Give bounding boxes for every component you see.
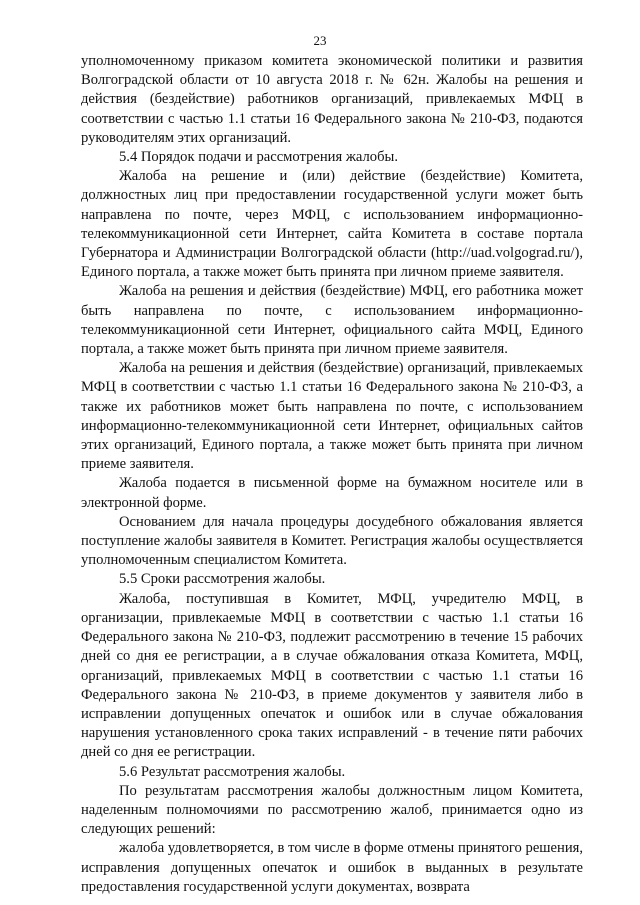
section-heading-5-4: 5.4 Порядок подачи и рассмотрения жалобы. <box>119 149 398 166</box>
paragraph-review-terms: Жалоба, поступившая в Комитет, МФЦ, учредителю МФЦ, в организации, привлекаемые МФЦ в соответствии с частью 1.1 статьи 16 Федерального закона № 210-ФЗ, подлежит рассмотрению в течение 15 рабочих дней со дня ее регистрации, а в случае обжалования отказа Комитета, МФЦ, организаций, привлекаемых МФЦ в соответствии с частью 1.1 статьи 16 Федерального закона № 210-ФЗ, в приеме документов у заявителя либо в исправлении допущенных опечаток и ошибок или в случае обжалования нарушения установленного срока таких исправлений - в течение пяти рабочих дней со дня ее регистрации. <box>81 590 583 761</box>
document-body <box>81 52 583 897</box>
paragraph-complaint-form: Жалоба подается в письменной форме на бумажном носителе или в электронной форме. <box>81 475 583 511</box>
paragraph-complaint-against-organizations: Жалоба на решения и действия (бездействие) организаций, привлекаемых МФЦ в соответствии с частью 1.1 статьи 16 Федерального закона № 210-ФЗ, а также их работников может быть направлена по почте, с использованием информационно-телекоммуникационной сети Интернет, официальных сайтов этих организаций, Единого портала, а также может быть принята при личном приеме заявителя. <box>81 360 583 473</box>
paragraph-complaint-submission-continued: уполномоченному приказом комитета экономической политики и развития Волгоградской области от 10 августа 2018 г. № 62н. Жалобы на решения и действия (бездействие) работников организаций, привлекаемых МФЦ в соответствии с частью 1.1 статьи 16 Федерального закона № 210-ФЗ, подаются руководителям этих организаций. <box>81 53 583 146</box>
paragraph-review-result: По результатам рассмотрения жалобы должностным лицом Комитета, наделенным полномочиями по рассмотрению жалоб, принимается одно из следующих решений: <box>81 782 583 838</box>
paragraph-complaint-satisfied: жалоба удовлетворяется, в том числе в форме отмены принятого решения, исправления допущенных опечаток и ошибок в выданных в результате предоставления государственной услуги документах, возврата <box>81 840 583 895</box>
section-heading-5-6: 5.6 Результат рассмотрения жалобы. <box>119 763 346 780</box>
section-heading-5-5: 5.5 Сроки рассмотрения жалобы. <box>119 571 326 588</box>
paragraph-appeal-basis: Основанием для начала процедуры досудебного обжалования является поступление жалобы заявителя в Комитет. Регистрация жалобы осуществляется уполномоченным специалистом Комитета. <box>81 513 583 569</box>
paragraph-complaint-against-mfc: Жалоба на решения и действия (бездействие) МФЦ, его работника может быть направлена по почте, с использованием информационно-телекоммуникационной сети Интернет, официального сайта МФЦ, Единого портала, а также может быть принята при личном приеме заявителя. <box>81 283 583 358</box>
page-number: 23 <box>313 33 327 48</box>
paragraph-complaint-against-committee: Жалоба на решение и (или) действие (бездействие) Комитета, должностных лиц при предоставлении государственной услуги может быть направлена по почте, через МФЦ, с использованием информационно-телекоммуникационной сети Интернет, сайта Комитета в составе портала Губернатора и Администрации Волгоградской области (http://uad.volgograd.ru/), Единого портала, а также может быть принята при личном приеме заявителя. <box>81 168 583 281</box>
